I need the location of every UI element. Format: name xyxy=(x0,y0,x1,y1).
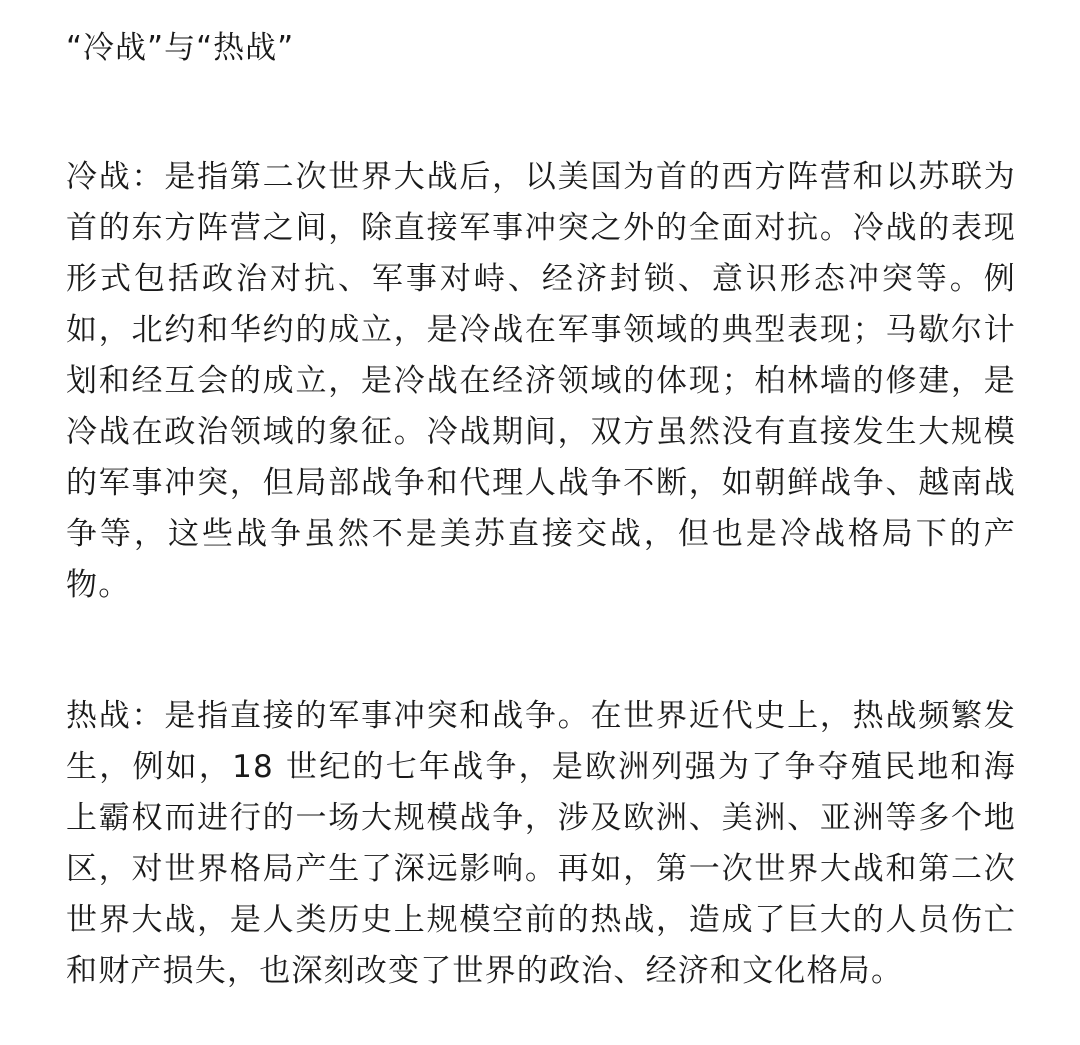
document-body xyxy=(66,22,1016,997)
paragraph-cold-war: 冷战：是指第二次世界大战后，以美国为首的西方阵营和以苏联为首的东方阵营之间，除直接军事冲突之外的全面对抗。冷战的表现形式包括政治对抗、军事对峙、经济封锁、意识形态冲突等。例如，北约和华约的成立，是冷战在军事领域的典型表现；马歇尔计划和经互会的成立，是冷战在经济领域的体现；柏林墙的修建，是冷战在政治领域的象征。冷战期间，双方虽然没有直接发生大规模的军事冲突，但局部战争和代理人战争不断，如朝鲜战争、越南战争等，这些战争虽然不是美苏直接交战，但也是冷战格局下的产物。 xyxy=(66,159,1016,603)
document-title: “冷战”与“热战” xyxy=(66,30,295,66)
paragraph-hot-war: 热战：是指直接的军事冲突和战争。在世界近代史上，热战频繁发生，例如，18 世纪的七年战争，是欧洲列强为了争夺殖民地和海上霸权而进行的一场大规模战争，涉及欧洲、美洲、亚洲等多个地区，对世界格局产生了深远影响。再如，第一次世界大战和第二次世界大战，是人类历史上规模空前的热战，造成了巨大的人员伤亡和财产损失，也深刻改变了世界的政治、经济和文化格局。 xyxy=(66,698,1016,989)
